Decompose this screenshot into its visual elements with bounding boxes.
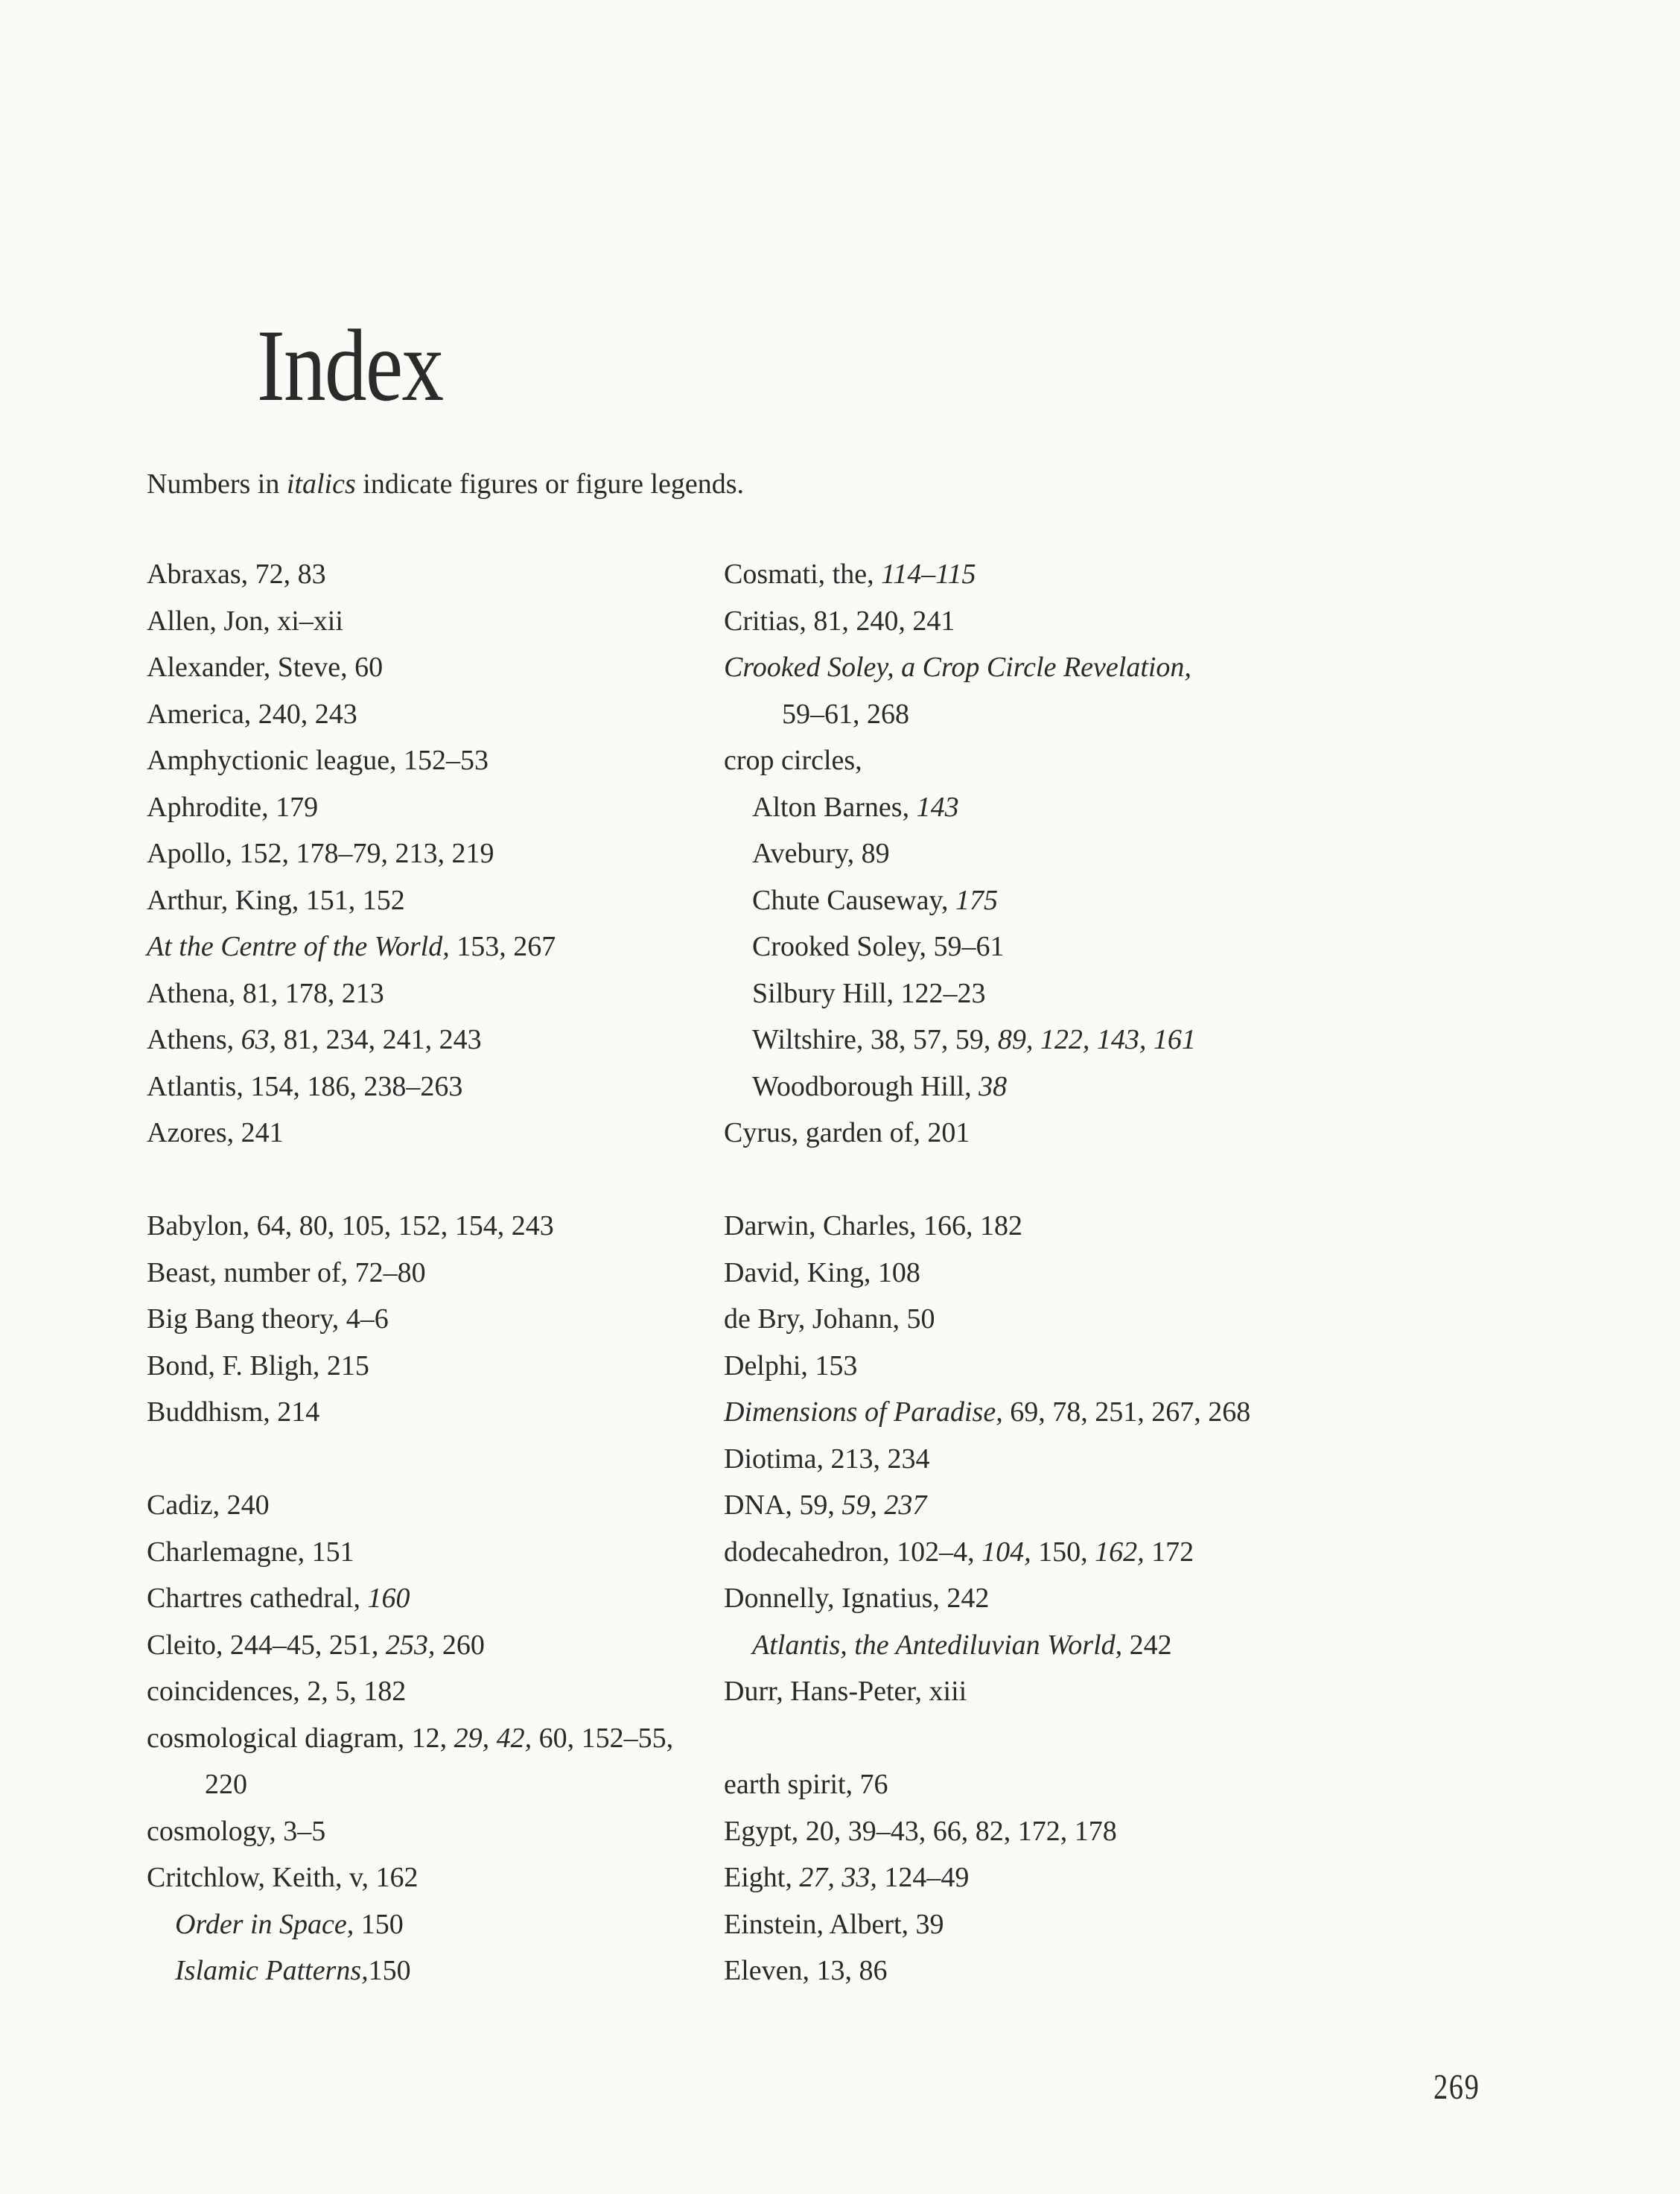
index-entry-text: Chute Causeway, [752, 884, 955, 916]
index-entry-text: Alton Barnes, [752, 791, 917, 823]
index-entry [724, 1947, 1334, 1994]
index-entry-text: 172 [1144, 1536, 1194, 1568]
index-entry-italic-text: Dimensions of Paradise, [724, 1396, 1003, 1428]
index-entry [724, 551, 1334, 598]
index-entry [147, 970, 713, 1017]
index-entry-text: Azores, 241 [147, 1117, 284, 1148]
index-entry-text: Cosmati, the, [724, 559, 882, 590]
index-entry [147, 1854, 713, 1901]
index-entry [147, 830, 713, 877]
index-entry-text: DNA, 59, [724, 1489, 842, 1521]
index-entry [147, 737, 713, 784]
index-entry [724, 1854, 1334, 1901]
index-entry-text: 260 [435, 1629, 485, 1661]
note-text-end: indicate figures or figure legends. [355, 468, 745, 500]
index-entry-text: Apollo, 152, 178–79, 213, 219 [147, 838, 494, 869]
index-entry-text: Babylon, 64, 80, 105, 152, 154, 243 [147, 1210, 554, 1241]
index-entry [147, 784, 713, 831]
index-subentry [724, 1017, 1334, 1063]
index-entry-text: Cadiz, 240 [147, 1489, 270, 1521]
index-entry-text: Big Bang theory, 4–6 [147, 1303, 389, 1335]
index-subentry [147, 1947, 713, 1994]
index-entry [147, 1389, 713, 1436]
index-entry-italic-text: 253, [385, 1629, 436, 1661]
index-entry-text: Delphi, 153 [724, 1349, 858, 1381]
index-subentry [147, 1901, 713, 1948]
index-entry [147, 1668, 713, 1715]
index-entry-text: Silbury Hill, 122–23 [752, 977, 986, 1009]
index-section-gap [724, 1157, 1334, 1203]
index-entry [724, 1203, 1334, 1250]
index-entry-text: Eleven, 13, 86 [724, 1955, 888, 1986]
index-entry [147, 1808, 713, 1855]
index-entry-text: Crooked Soley, 59–61 [752, 931, 1005, 962]
index-entry [147, 877, 713, 924]
index-entry-italic-text: Order in Space, [175, 1908, 354, 1940]
index-entry [147, 1715, 713, 1762]
index-entry-text: America, 240, 243 [147, 698, 357, 730]
index-entry [147, 1017, 713, 1063]
index-entry-text: Critchlow, Keith, v, 162 [147, 1862, 419, 1893]
index-entry-text: crop circles, [724, 745, 862, 776]
index-entry-italic-text: 143 [916, 791, 959, 823]
index-entry-text: Athena, 81, 178, 213 [147, 977, 384, 1009]
index-entry-text: Avebury, 89 [752, 838, 890, 869]
index-subentry [724, 784, 1334, 831]
index-entry [147, 923, 713, 970]
index-entry-italic-text: Crooked Soley, a Crop Circle Revelation, [724, 652, 1191, 683]
index-entry [724, 1389, 1334, 1436]
index-entry [724, 1575, 1334, 1622]
index-entry [724, 1250, 1334, 1297]
index-entry-text: Egypt, 20, 39–43, 66, 82, 172, 178 [724, 1815, 1117, 1847]
index-entry-text: Eight, [724, 1862, 800, 1893]
index-entry-italic-text: 59, 237 [841, 1489, 927, 1521]
index-entry-text: Allen, Jon, xi–xii [147, 605, 343, 637]
index-entry-text: Wiltshire, 38, 57, 59, [752, 1024, 998, 1055]
index-entry-text: Donnelly, Ignatius, 242 [724, 1583, 990, 1614]
index-entry-text: 59–61, 268 [782, 698, 909, 730]
index-entry [147, 1296, 713, 1343]
index-entry-text: Critias, 81, 240, 241 [724, 605, 955, 637]
index-entry [724, 1296, 1334, 1343]
index-entry-text: 81, 234, 241, 243 [276, 1024, 482, 1055]
index-entry-italic-text: 63, [241, 1024, 277, 1055]
index-entry-text: de Bry, Johann, 50 [724, 1303, 935, 1335]
index-entry-text: 220 [205, 1769, 247, 1800]
index-entry [147, 1203, 713, 1250]
index-entry-text: Charlemagne, 151 [147, 1536, 354, 1568]
index-entry [147, 598, 713, 645]
index-entry-text: Buddhism, 214 [147, 1396, 320, 1428]
index-entry [724, 1110, 1334, 1157]
index-entry [147, 1110, 713, 1157]
index-section-gap [147, 1436, 713, 1483]
index-entry-text: coincidences, 2, 5, 182 [147, 1676, 407, 1707]
index-entry-text: Abraxas, 72, 83 [147, 559, 326, 590]
page-title: Index [257, 308, 443, 423]
index-column-left [147, 551, 713, 1994]
italics-note [147, 468, 744, 502]
index-entry-text: Athens, [147, 1024, 241, 1055]
index-entry-text: Cyrus, garden of, 201 [724, 1117, 970, 1148]
index-subentry [724, 877, 1334, 924]
index-entry [147, 1063, 713, 1110]
index-entry-italic-text: 29, 42, [454, 1722, 532, 1754]
index-entry [147, 1250, 713, 1297]
index-entry-italic-text: 27, 33, [799, 1862, 877, 1893]
index-subentry [724, 1063, 1334, 1110]
index-entry-text: 69, 78, 251, 267, 268 [1002, 1396, 1251, 1428]
index-entry-text: Aphrodite, 179 [147, 791, 319, 823]
index-entry [724, 598, 1334, 645]
index-entry-text: 60, 152–55, [532, 1722, 674, 1754]
index-entry-text: cosmological diagram, 12, [147, 1722, 454, 1754]
index-entry-text: 124–49 [876, 1862, 970, 1893]
index-entry-text: Arthur, King, 151, 152 [147, 884, 405, 916]
index-entry-italic-text: 89, 122, 143, 161 [997, 1024, 1196, 1055]
index-entry-italic-text: 175 [955, 884, 998, 916]
index-entry-text: Chartres cathedral, [147, 1583, 368, 1614]
index-entry-text: 150 [368, 1955, 411, 1986]
index-entry [724, 1668, 1334, 1715]
index-entry-text: 242 [1122, 1629, 1172, 1661]
index-entry [724, 1482, 1334, 1529]
index-entry-text: 150 [354, 1908, 404, 1940]
index-entry [724, 1761, 1334, 1808]
index-entry [147, 1575, 713, 1622]
index-section-gap [724, 1715, 1334, 1762]
index-entry-continuation [724, 691, 1334, 738]
index-entry-text: Durr, Hans-Peter, xiii [724, 1676, 967, 1707]
index-entry-text: Woodborough Hill, [752, 1070, 979, 1102]
index-entry-text: Atlantis, 154, 186, 238–263 [147, 1070, 463, 1102]
index-entry-text: Darwin, Charles, 166, 182 [724, 1210, 1023, 1241]
note-text: Numbers in [147, 468, 287, 500]
index-entry-text: earth spirit, 76 [724, 1769, 888, 1800]
index-entry-text: 150, [1031, 1536, 1095, 1568]
index-subentry [724, 830, 1334, 877]
index-entry-italic-text: 38 [979, 1070, 1008, 1102]
note-italic-word: italics [286, 468, 356, 500]
index-entry [724, 1436, 1334, 1483]
index-entry-italic-text: At the Centre of the World, [147, 931, 450, 962]
index-entry [724, 1808, 1334, 1855]
index-entry-text: cosmology, 3–5 [147, 1815, 326, 1847]
index-entry-text: Amphyctionic league, 152–53 [147, 745, 489, 776]
index-entry-text: David, King, 108 [724, 1256, 920, 1288]
index-entry-text: 153, 267 [449, 931, 556, 962]
index-entry-text: Einstein, Albert, 39 [724, 1908, 944, 1940]
index-entry [724, 1343, 1334, 1390]
index-entry [147, 1482, 713, 1529]
index-entry [147, 1529, 713, 1576]
index-entry [147, 1343, 713, 1390]
index-entry-text: Cleito, 244–45, 251, [147, 1629, 386, 1661]
index-column-right [724, 551, 1334, 1994]
index-entry [147, 1622, 713, 1669]
index-entry [724, 737, 1334, 784]
index-entry-text: Diotima, 213, 234 [724, 1443, 930, 1475]
index-subentry [724, 923, 1334, 970]
index-entry [147, 644, 713, 691]
index-entry [147, 691, 713, 738]
index-entry [147, 551, 713, 598]
page-number: 269 [1434, 2067, 1480, 2107]
index-section-gap [147, 1157, 713, 1203]
index-subentry [724, 970, 1334, 1017]
index-entry-italic-text: Atlantis, the Antediluvian World, [752, 1629, 1123, 1661]
index-entry-continuation [147, 1761, 713, 1808]
index-entry-italic-text: 160 [367, 1583, 410, 1614]
index-entry [724, 1529, 1334, 1576]
index-entry-italic-text: 162, [1095, 1536, 1145, 1568]
index-entry-text: Bond, F. Bligh, 215 [147, 1349, 369, 1381]
index-entry-italic-text: 104, [981, 1536, 1031, 1568]
index-entry-text: Alexander, Steve, 60 [147, 652, 384, 683]
index-entry [724, 644, 1334, 691]
index-entry-italic-text: Islamic Patterns, [175, 1955, 369, 1986]
index-subentry [724, 1622, 1334, 1669]
index-entry-text: dodecahedron, 102–4, [724, 1536, 982, 1568]
index-entry-italic-text: 114–115 [881, 559, 976, 590]
index-entry [724, 1901, 1334, 1948]
index-entry-text: Beast, number of, 72–80 [147, 1256, 426, 1288]
